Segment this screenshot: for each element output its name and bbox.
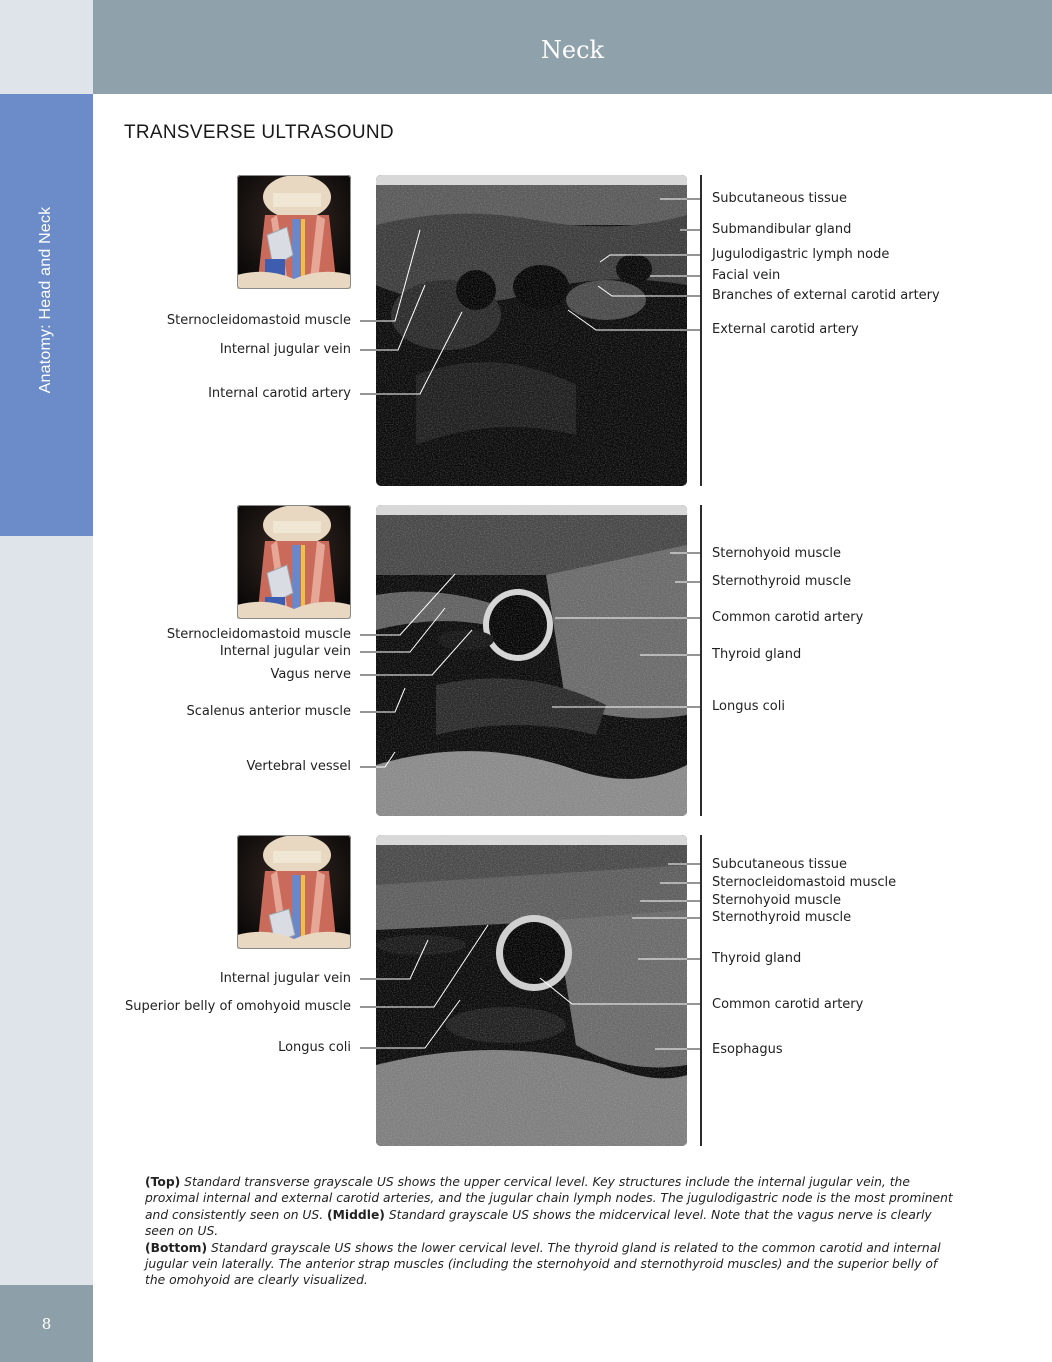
caption-bottom-tag: (Bottom) bbox=[145, 1240, 208, 1255]
right-label-rule bbox=[700, 835, 702, 1146]
label-longus-coli: Longus coli bbox=[712, 699, 785, 714]
header-title: Neck bbox=[540, 36, 605, 64]
label-internal-carotid-artery: Internal carotid artery bbox=[208, 386, 351, 401]
label-external-carotid-artery: External carotid artery bbox=[712, 322, 859, 337]
label-branches-external-carotid: Branches of external carotid artery bbox=[712, 288, 940, 303]
label-esophagus: Esophagus bbox=[712, 1042, 783, 1057]
caption-middle-tag: (Middle) bbox=[327, 1207, 385, 1222]
label-vagus-nerve: Vagus nerve bbox=[270, 667, 351, 682]
chapter-side-tab-label: Anatomy: Head and Neck bbox=[37, 206, 54, 394]
label-sternocleidomastoid-muscle: Sternocleidomastoid muscle bbox=[166, 313, 351, 328]
anatomy-thumbnail-mid-neck bbox=[237, 505, 351, 619]
right-label-rule bbox=[700, 505, 702, 816]
label-sternocleidomastoid-muscle: Sternocleidomastoid muscle bbox=[166, 627, 351, 642]
caption-top-tag: (Top) bbox=[145, 1175, 181, 1189]
label-jugulodigastric-lymph-node: Jugulodigastric lymph node bbox=[712, 247, 890, 262]
label-thyroid-gland: Thyroid gland bbox=[712, 951, 802, 966]
label-scalenus-anterior-muscle: Scalenus anterior muscle bbox=[186, 704, 351, 719]
label-vertebral-vessel: Vertebral vessel bbox=[246, 759, 351, 774]
page-number: 8 bbox=[41, 1315, 52, 1333]
header-bar bbox=[93, 0, 1052, 94]
caption-bottom-text: Standard grayscale US shows the lower cervical level. The thyroid gland is related to the common carotid and internal jugular vein laterally. The anterior strap muscles (including the sternohyoid and sternothyroid muscles) and the superior belly of the omohyoid are clearly visualized. bbox=[145, 1240, 941, 1288]
ultrasound-image-mid-cervical bbox=[376, 505, 687, 816]
label-longus-coli: Longus coli bbox=[278, 1040, 351, 1055]
label-submandibular-gland: Submandibular gland bbox=[712, 222, 852, 237]
anatomy-thumbnail-lower-neck bbox=[237, 835, 351, 949]
label-sternohyoid-muscle: Sternohyoid muscle bbox=[712, 893, 841, 908]
label-superior-belly-omohyoid: Superior belly of omohyoid muscle bbox=[125, 999, 351, 1014]
right-label-rule bbox=[700, 175, 702, 486]
page-number-tab bbox=[0, 1285, 93, 1362]
label-common-carotid-artery: Common carotid artery bbox=[712, 610, 864, 625]
label-internal-jugular-vein: Internal jugular vein bbox=[219, 342, 351, 357]
label-subcutaneous-tissue: Subcutaneous tissue bbox=[712, 191, 848, 206]
label-sternothyroid-muscle: Sternothyroid muscle bbox=[712, 574, 852, 589]
anatomy-thumbnail-upper-neck bbox=[237, 175, 351, 289]
label-sternocleidomastoid-muscle: Sternocleidomastoid muscle bbox=[712, 875, 897, 890]
label-thyroid-gland: Thyroid gland bbox=[712, 647, 802, 662]
label-sternothyroid-muscle: Sternothyroid muscle bbox=[712, 910, 852, 925]
label-subcutaneous-tissue: Subcutaneous tissue bbox=[712, 857, 848, 872]
label-internal-jugular-vein: Internal jugular vein bbox=[219, 644, 351, 659]
label-sternohyoid-muscle: Sternohyoid muscle bbox=[712, 546, 841, 561]
caption-middle-text: Standard grayscale US shows the midcervical level. Note that the vagus nerve is clearly seen on US. bbox=[145, 1207, 932, 1239]
ultrasound-image-upper-cervical bbox=[376, 175, 687, 486]
chapter-side-tab bbox=[0, 94, 93, 536]
ultrasound-image-lower-cervical bbox=[376, 835, 687, 1146]
section-title: TRANSVERSE ULTRASOUND bbox=[124, 122, 394, 143]
label-common-carotid-artery: Common carotid artery bbox=[712, 997, 864, 1012]
figure-caption bbox=[145, 1174, 960, 1289]
label-internal-jugular-vein: Internal jugular vein bbox=[219, 971, 351, 986]
label-facial-vein: Facial vein bbox=[712, 268, 781, 283]
caption-top-text: Standard transverse grayscale US shows the upper cervical level. Key structures include the internal jugular vein, the proximal internal and external carotid arteries, and the jugular chain lymph nodes. The jugulodigastric node is the most prominent and consistently seen on US. bbox=[145, 1175, 953, 1222]
